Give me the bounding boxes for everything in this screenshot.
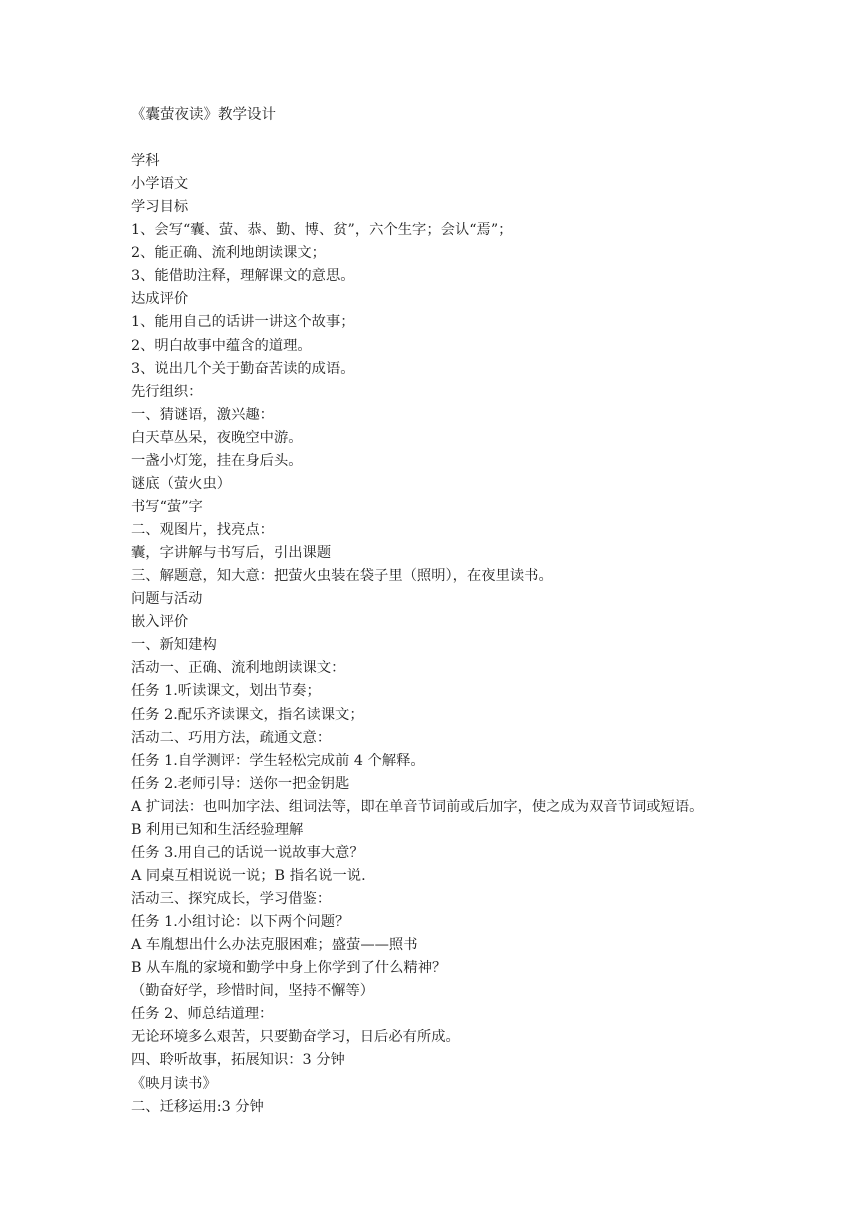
text-line: 囊，字讲解与书写后，引出课题 <box>131 545 332 562</box>
text-line: 嵌入评价 <box>131 614 189 631</box>
text-line: 学科 <box>131 153 160 169</box>
text-line: 3、说出几个关于勤奋苦读的成语。 <box>131 360 355 377</box>
text-line: 任务 2、师总结道理： <box>131 1006 274 1023</box>
text-line: （勤奋好学，珍惜时间，坚持不懈等） <box>131 983 375 1000</box>
text-line: 《映月读书》 <box>131 1075 217 1092</box>
text-line: 先行组织： <box>131 383 203 400</box>
text-line: 活动一、正确、流利地朗读课文： <box>131 660 346 677</box>
text-line: A 扩词法：也叫加字法、组词法等，即在单音节词前或后加字，使之成为双音节词或短语。 <box>131 798 704 815</box>
document-title: 《囊萤夜读》教学设计 <box>131 107 276 123</box>
text-line: 一、新知建构 <box>131 637 217 654</box>
text-line: 白天草丛呆，夜晚空中游。 <box>131 429 303 446</box>
text-line: 三、解题意，知大意：把萤火虫装在袋子里（照明），在夜里读书。 <box>131 568 553 585</box>
text-line: 任务 2.配乐齐读课文，指名读课文； <box>131 706 364 723</box>
text-line: 四、聆听故事，拓展知识：3 分钟 <box>131 1052 345 1069</box>
text-line: 任务 3.用自己的话说一说故事大意？ <box>131 844 364 861</box>
text-line: A 车胤想出什么办法克服困难；盛萤——照书 <box>131 937 418 954</box>
text-line: 二、观图片，找亮点： <box>131 522 274 538</box>
text-line: 2、明白故事中蕴含的道理。 <box>131 337 312 354</box>
document-page <box>131 104 831 1119</box>
text-line: B 利用已知和生活经验理解 <box>131 821 304 838</box>
text-line: 谜底（萤火虫） <box>131 475 232 492</box>
text-line: 1、会写“囊、萤、恭、勤、博、贫”，六个生字；会认“焉”； <box>131 222 513 239</box>
text-line: 活动三、探究成长，学习借鉴： <box>131 891 332 907</box>
text-line: B 从车胤的家境和勤学中身上你学到了什么精神？ <box>131 960 447 977</box>
text-line: 无论环境多么艰苦，只要勤奋学习，日后必有所成。 <box>131 1029 460 1046</box>
text-line: 1、能用自己的话讲一讲这个故事； <box>131 314 355 331</box>
text-line: 问题与活动 <box>131 591 203 608</box>
text-line: 任务 2.老师引导：送你一把金钥匙 <box>131 775 350 792</box>
text-line: 3、能借助注释，理解课文的意思。 <box>131 268 355 285</box>
document-body <box>131 150 831 1119</box>
text-line: 二、迁移运用:3 分钟 <box>131 1098 264 1115</box>
text-line: 活动二、巧用方法，疏通文意： <box>131 729 332 746</box>
text-line: 书写“萤”字 <box>131 498 203 515</box>
text-line: 达成评价 <box>131 291 189 308</box>
text-line: A 同桌互相说说一说；B 指名说一说. <box>131 867 366 884</box>
text-line: 一盏小灯笼，挂在身后头。 <box>131 452 303 469</box>
text-line: 小学语文 <box>131 176 189 193</box>
text-line: 一、猜谜语，激兴趣： <box>131 406 274 423</box>
text-line: 任务 1.听读课文，划出节奏； <box>131 683 321 700</box>
text-line: 2、能正确、流利地朗读课文； <box>131 245 326 262</box>
text-line: 任务 1.小组讨论：以下两个问题？ <box>131 914 350 931</box>
text-line: 任务 1.自学测评：学生轻松完成前 4 个解释。 <box>131 752 425 769</box>
text-line: 学习目标 <box>131 199 189 216</box>
